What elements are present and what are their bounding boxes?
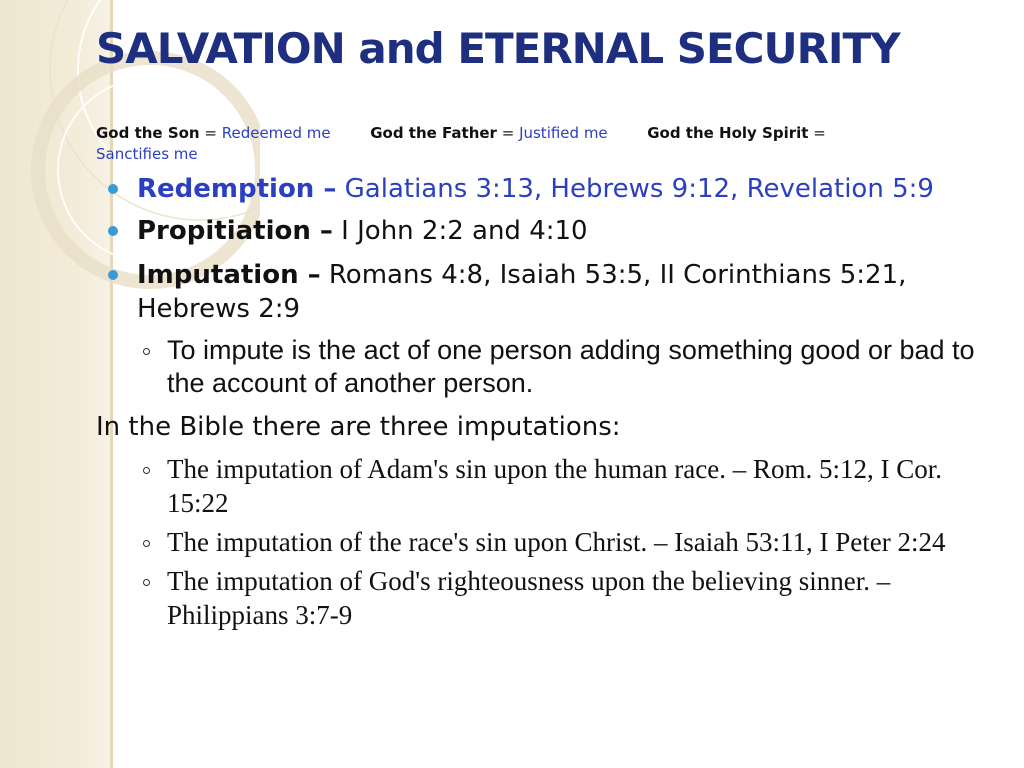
imputation-text: The imputation of Adam's sin upon the human race. – Rom. 5:12, I Cor. 15:22 xyxy=(167,454,943,518)
redemption-refs: Galatians 3:13, Hebrews 9:12, Revelation 5:9 xyxy=(336,174,934,204)
imputation-text: The imputation of God's righteousness upon the believing sinner. – Philippians 3:7-9 xyxy=(167,566,891,630)
trinity-father-label: God the Father xyxy=(370,124,497,142)
bullet-dot-icon xyxy=(108,270,118,280)
sub-bullet-ring-icon xyxy=(143,540,150,547)
imputation-text: The imputation of the race's sin upon Christ. – Isaiah 53:11, I Peter 2:24 xyxy=(167,527,946,557)
imputation-term: Imputation – xyxy=(137,260,321,290)
imputations-intro: In the Bible there are three imputations: xyxy=(96,412,621,442)
bullet-redemption xyxy=(96,172,996,206)
redemption-term: Redemption – xyxy=(137,174,337,204)
imputation-item xyxy=(96,564,996,632)
definition-text: To impute is the act of one person adding something good or bad to the account of another person. xyxy=(167,335,975,398)
bullet-dot-icon xyxy=(108,184,118,194)
sub-bullet-ring-icon xyxy=(143,579,150,586)
slide-title: SALVATION and ETERNAL SECURITY xyxy=(96,24,900,73)
bullet-dot-icon xyxy=(108,226,118,236)
imputation-item xyxy=(96,525,996,559)
imputation-definition xyxy=(96,334,996,400)
trinity-son-label: God the Son xyxy=(96,124,200,142)
bullet-propitiation xyxy=(96,214,996,248)
imputation-refs: Romans 4:8, Isaiah 53:5, II Corinthians 5:21, Hebrews 2:9 xyxy=(137,260,907,324)
bullet-imputation xyxy=(96,258,996,326)
trinity-line xyxy=(96,123,946,165)
imputation-item xyxy=(96,452,996,520)
sub-bullet-ring-icon xyxy=(143,467,150,474)
trinity-spirit-label: God the Holy Spirit xyxy=(647,124,809,142)
propitiation-refs: I John 2:2 and 4:10 xyxy=(332,216,588,246)
slide-body xyxy=(96,172,996,632)
trinity-spirit-equals: = xyxy=(808,124,826,142)
trinity-son-equals: = xyxy=(199,124,222,142)
trinity-son-value: Redeemed me xyxy=(221,124,331,142)
trinity-spirit-value: Sanctifies me xyxy=(96,145,198,163)
trinity-father-equals: = xyxy=(496,124,520,142)
propitiation-term: Propitiation – xyxy=(137,216,333,246)
trinity-father-value: Justified me xyxy=(519,124,608,142)
sub-bullet-ring-icon xyxy=(143,348,150,355)
